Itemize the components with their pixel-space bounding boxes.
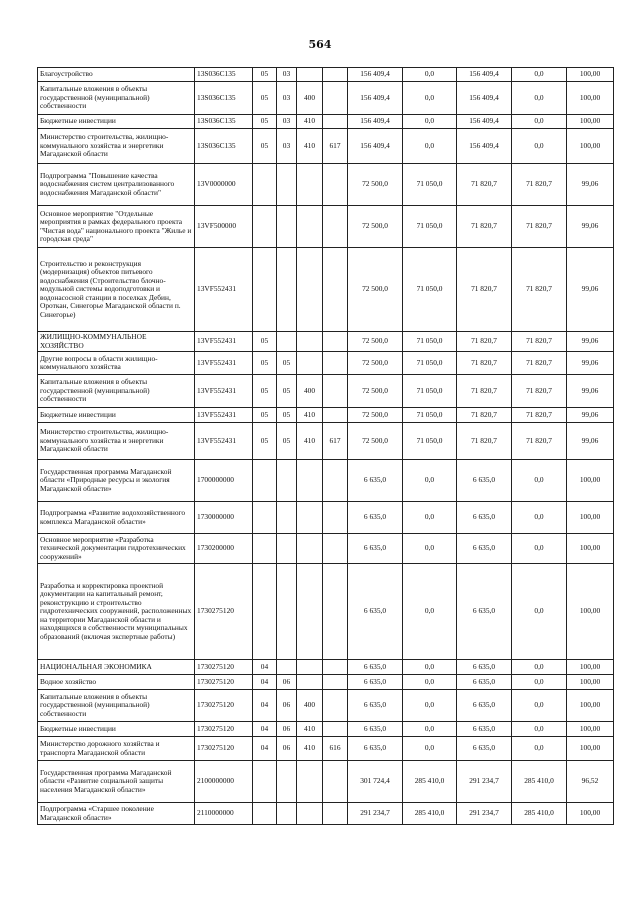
planned-amount: 71 050,0	[403, 164, 457, 206]
subsection-code: 03	[277, 129, 297, 164]
executed-amount: 0,0	[512, 502, 567, 534]
row-name: Бюджетные инвестиции	[38, 115, 195, 129]
planned-amount: 0,0	[403, 115, 457, 129]
subsection-code: 03	[277, 115, 297, 129]
agency-code	[323, 761, 348, 803]
execution-percent: 99,06	[567, 206, 614, 248]
row-name: Капитальные вложения в объекты государственной (муниципальной) собственности	[38, 375, 195, 408]
execution-percent: 100,00	[567, 68, 614, 82]
executed-amount: 71 820,7	[512, 408, 567, 423]
approved-amount: 156 409,4	[348, 115, 403, 129]
table-row	[38, 164, 614, 206]
expense-type-code	[297, 68, 323, 82]
approved-amount: 6 635,0	[348, 534, 403, 564]
target-code: 13V0000000	[195, 164, 253, 206]
subsection-code	[277, 502, 297, 534]
agency-code	[323, 502, 348, 534]
subsection-code	[277, 761, 297, 803]
agency-code	[323, 722, 348, 737]
agency-code	[323, 660, 348, 675]
target-code: 13S036C135	[195, 115, 253, 129]
planned-amount: 71 050,0	[403, 352, 457, 375]
row-name: Разработка и корректировка проектной документации на капитальный ремонт, реконструкцию и строительство гидротехнических сооружений, расположенных на территории Магаданской области и находящихся в собственности муниципальных образований (включая экспертные работы)	[38, 564, 195, 660]
approved-amount: 72 500,0	[348, 352, 403, 375]
target-code: 13VF552431	[195, 352, 253, 375]
planned-amount: 71 050,0	[403, 206, 457, 248]
approved-amount: 72 500,0	[348, 408, 403, 423]
target-code: 13S036C135	[195, 129, 253, 164]
planned-amount: 0,0	[403, 68, 457, 82]
subsection-code: 05	[277, 408, 297, 423]
table-row	[38, 408, 614, 423]
expense-type-code: 400	[297, 690, 323, 722]
section-code: 05	[253, 408, 277, 423]
table-row	[38, 423, 614, 460]
agency-code: 617	[323, 129, 348, 164]
executed-amount: 0,0	[512, 129, 567, 164]
section-code: 05	[253, 68, 277, 82]
adjusted-amount: 156 409,4	[457, 129, 512, 164]
approved-amount: 72 500,0	[348, 332, 403, 352]
adjusted-amount: 6 635,0	[457, 460, 512, 502]
target-code: 13VF500000	[195, 206, 253, 248]
section-code	[253, 803, 277, 825]
execution-percent: 99,06	[567, 332, 614, 352]
adjusted-amount: 71 820,7	[457, 423, 512, 460]
execution-percent: 99,06	[567, 423, 614, 460]
subsection-code	[277, 460, 297, 502]
adjusted-amount: 6 635,0	[457, 675, 512, 690]
approved-amount: 291 234,7	[348, 803, 403, 825]
expense-type-code	[297, 564, 323, 660]
executed-amount: 0,0	[512, 115, 567, 129]
row-name: Основное мероприятие "Отдельные мероприятия в рамках федерального проекта "Чистая вода" национального проекта "Жилье и городская среда"	[38, 206, 195, 248]
section-code	[253, 206, 277, 248]
table-row	[38, 502, 614, 534]
target-code: 1730275120	[195, 737, 253, 761]
execution-percent: 99,06	[567, 164, 614, 206]
row-name: Подпрограмма «Развитие водохозяйственного комплекса Магаданской области»	[38, 502, 195, 534]
execution-percent: 100,00	[567, 460, 614, 502]
agency-code	[323, 690, 348, 722]
expense-type-code	[297, 660, 323, 675]
agency-code	[323, 460, 348, 502]
agency-code	[323, 164, 348, 206]
execution-percent: 100,00	[567, 82, 614, 115]
subsection-code	[277, 164, 297, 206]
executed-amount: 71 820,7	[512, 352, 567, 375]
adjusted-amount: 6 635,0	[457, 564, 512, 660]
row-name: Водное хозяйство	[38, 675, 195, 690]
target-code: 13S036C135	[195, 68, 253, 82]
executed-amount: 71 820,7	[512, 423, 567, 460]
executed-amount: 0,0	[512, 660, 567, 675]
executed-amount: 71 820,7	[512, 332, 567, 352]
expense-type-code	[297, 803, 323, 825]
row-name: Основное мероприятие «Разработка технической документации гидротехнических сооружений»	[38, 534, 195, 564]
adjusted-amount: 71 820,7	[457, 164, 512, 206]
executed-amount: 71 820,7	[512, 375, 567, 408]
subsection-code: 06	[277, 722, 297, 737]
execution-percent: 100,00	[567, 675, 614, 690]
adjusted-amount: 71 820,7	[457, 248, 512, 332]
section-code: 04	[253, 737, 277, 761]
table-row	[38, 206, 614, 248]
approved-amount: 6 635,0	[348, 502, 403, 534]
agency-code	[323, 675, 348, 690]
adjusted-amount: 6 635,0	[457, 502, 512, 534]
agency-code	[323, 248, 348, 332]
table-row	[38, 737, 614, 761]
agency-code	[323, 206, 348, 248]
execution-percent: 99,06	[567, 408, 614, 423]
execution-percent: 100,00	[567, 803, 614, 825]
agency-code	[323, 68, 348, 82]
expense-type-code: 410	[297, 129, 323, 164]
section-code	[253, 534, 277, 564]
table-row	[38, 722, 614, 737]
row-name: Государственная программа Магаданской области «Развитие социальной защиты населения Магаданской области»	[38, 761, 195, 803]
planned-amount: 0,0	[403, 675, 457, 690]
row-name: Государственная программа Магаданской области «Природные ресурсы и экология Магаданской области»	[38, 460, 195, 502]
approved-amount: 6 635,0	[348, 675, 403, 690]
expense-type-code	[297, 761, 323, 803]
approved-amount: 301 724,4	[348, 761, 403, 803]
expense-type-code	[297, 534, 323, 564]
planned-amount: 0,0	[403, 460, 457, 502]
section-code: 05	[253, 423, 277, 460]
table-row	[38, 675, 614, 690]
table-row	[38, 564, 614, 660]
adjusted-amount: 6 635,0	[457, 722, 512, 737]
subsection-code	[277, 534, 297, 564]
executed-amount: 71 820,7	[512, 164, 567, 206]
table-row	[38, 803, 614, 825]
executed-amount: 285 410,0	[512, 761, 567, 803]
section-code	[253, 248, 277, 332]
execution-percent: 100,00	[567, 722, 614, 737]
row-name: ЖИЛИЩНО-КОММУНАЛЬНОЕ ХОЗЯЙСТВО	[38, 332, 195, 352]
target-code: 13VF552431	[195, 375, 253, 408]
page-number: 564	[308, 38, 332, 51]
expense-type-code: 410	[297, 423, 323, 460]
budget-table	[37, 67, 614, 825]
target-code: 1730275120	[195, 722, 253, 737]
agency-code: 616	[323, 737, 348, 761]
table-row	[38, 352, 614, 375]
adjusted-amount: 156 409,4	[457, 82, 512, 115]
table-row	[38, 68, 614, 82]
approved-amount: 72 500,0	[348, 248, 403, 332]
target-code: 1730275120	[195, 675, 253, 690]
section-code: 05	[253, 352, 277, 375]
agency-code	[323, 82, 348, 115]
subsection-code: 03	[277, 68, 297, 82]
approved-amount: 156 409,4	[348, 68, 403, 82]
row-name: Бюджетные инвестиции	[38, 408, 195, 423]
agency-code	[323, 375, 348, 408]
planned-amount: 71 050,0	[403, 408, 457, 423]
executed-amount: 0,0	[512, 722, 567, 737]
expense-type-code: 410	[297, 115, 323, 129]
expense-type-code: 400	[297, 375, 323, 408]
executed-amount: 0,0	[512, 460, 567, 502]
section-code: 04	[253, 690, 277, 722]
target-code: 13VF552431	[195, 332, 253, 352]
section-code: 04	[253, 660, 277, 675]
execution-percent: 99,06	[567, 375, 614, 408]
planned-amount: 0,0	[403, 690, 457, 722]
expense-type-code	[297, 332, 323, 352]
approved-amount: 156 409,4	[348, 129, 403, 164]
row-name: Подпрограмма "Повышение качества водоснабжения систем централизованного водоснабжения Магаданской области"	[38, 164, 195, 206]
subsection-code: 05	[277, 423, 297, 460]
target-code: 13VF552431	[195, 248, 253, 332]
executed-amount: 0,0	[512, 690, 567, 722]
planned-amount: 0,0	[403, 129, 457, 164]
table-row	[38, 761, 614, 803]
approved-amount: 6 635,0	[348, 660, 403, 675]
row-name: Благоустройство	[38, 68, 195, 82]
execution-percent: 96,52	[567, 761, 614, 803]
target-code: 2110000000	[195, 803, 253, 825]
approved-amount: 72 500,0	[348, 375, 403, 408]
agency-code: 617	[323, 423, 348, 460]
planned-amount: 0,0	[403, 722, 457, 737]
row-name: Капитальные вложения в объекты государственной (муниципальной) собственности	[38, 690, 195, 722]
agency-code	[323, 534, 348, 564]
execution-percent: 100,00	[567, 115, 614, 129]
section-code: 05	[253, 129, 277, 164]
execution-percent: 100,00	[567, 534, 614, 564]
expense-type-code	[297, 502, 323, 534]
adjusted-amount: 291 234,7	[457, 761, 512, 803]
section-code	[253, 761, 277, 803]
executed-amount: 0,0	[512, 534, 567, 564]
target-code: 1730000000	[195, 502, 253, 534]
target-code: 1730275120	[195, 660, 253, 675]
planned-amount: 71 050,0	[403, 375, 457, 408]
approved-amount: 156 409,4	[348, 82, 403, 115]
adjusted-amount: 6 635,0	[457, 737, 512, 761]
row-name: Министерство строительства, жилищно-коммунального хозяйства и энергетики Магаданской области	[38, 423, 195, 460]
execution-percent: 99,06	[567, 352, 614, 375]
section-code: 05	[253, 332, 277, 352]
section-code: 05	[253, 82, 277, 115]
row-name: Капитальные вложения в объекты государственной (муниципальной) собственности	[38, 82, 195, 115]
table-row	[38, 332, 614, 352]
table-row	[38, 460, 614, 502]
agency-code	[323, 332, 348, 352]
executed-amount: 0,0	[512, 737, 567, 761]
execution-percent: 99,06	[567, 248, 614, 332]
table-row	[38, 534, 614, 564]
section-code: 05	[253, 375, 277, 408]
table-row	[38, 248, 614, 332]
subsection-code	[277, 206, 297, 248]
approved-amount: 72 500,0	[348, 206, 403, 248]
agency-code	[323, 115, 348, 129]
target-code: 13S036C135	[195, 82, 253, 115]
expense-type-code	[297, 352, 323, 375]
subsection-code	[277, 564, 297, 660]
execution-percent: 100,00	[567, 502, 614, 534]
planned-amount: 0,0	[403, 564, 457, 660]
expense-type-code	[297, 206, 323, 248]
expense-type-code: 400	[297, 82, 323, 115]
execution-percent: 100,00	[567, 660, 614, 675]
agency-code	[323, 408, 348, 423]
expense-type-code: 410	[297, 737, 323, 761]
subsection-code	[277, 803, 297, 825]
section-code	[253, 502, 277, 534]
adjusted-amount: 6 635,0	[457, 534, 512, 564]
row-name: НАЦИОНАЛЬНАЯ ЭКОНОМИКА	[38, 660, 195, 675]
expense-type-code: 410	[297, 722, 323, 737]
planned-amount: 71 050,0	[403, 332, 457, 352]
table-row	[38, 82, 614, 115]
approved-amount: 6 635,0	[348, 564, 403, 660]
row-name: Строительство и реконструкция (модернизация) объектов питьевого водоснабжения (Строительство блочно-модульной системы водоподготовки и водонасосной станции в поселках Дебин, Ороткан, Синегорье Магаданской области п. Синегорье)	[38, 248, 195, 332]
agency-code	[323, 564, 348, 660]
expense-type-code	[297, 164, 323, 206]
expense-type-code	[297, 675, 323, 690]
table-row	[38, 375, 614, 408]
planned-amount: 0,0	[403, 82, 457, 115]
adjusted-amount: 6 635,0	[457, 690, 512, 722]
table-row	[38, 660, 614, 675]
adjusted-amount: 71 820,7	[457, 352, 512, 375]
planned-amount: 0,0	[403, 660, 457, 675]
adjusted-amount: 71 820,7	[457, 332, 512, 352]
target-code: 1730275120	[195, 690, 253, 722]
adjusted-amount: 71 820,7	[457, 408, 512, 423]
target-code: 1730200000	[195, 534, 253, 564]
executed-amount: 0,0	[512, 675, 567, 690]
table-row	[38, 129, 614, 164]
subsection-code: 06	[277, 675, 297, 690]
row-name: Другие вопросы в области жилищно-коммунального хозяйства	[38, 352, 195, 375]
section-code: 04	[253, 722, 277, 737]
agency-code	[323, 352, 348, 375]
expense-type-code	[297, 460, 323, 502]
subsection-code	[277, 248, 297, 332]
approved-amount: 6 635,0	[348, 722, 403, 737]
subsection-code	[277, 660, 297, 675]
row-name: Подпрограмма «Старшее поколение Магаданской области»	[38, 803, 195, 825]
executed-amount: 0,0	[512, 82, 567, 115]
executed-amount: 0,0	[512, 68, 567, 82]
adjusted-amount: 71 820,7	[457, 375, 512, 408]
row-name: Министерство строительства, жилищно-коммунального хозяйства и энергетики Магаданской области	[38, 129, 195, 164]
executed-amount: 71 820,7	[512, 248, 567, 332]
planned-amount: 285 410,0	[403, 761, 457, 803]
section-code	[253, 564, 277, 660]
section-code	[253, 164, 277, 206]
subsection-code: 03	[277, 82, 297, 115]
execution-percent: 100,00	[567, 564, 614, 660]
section-code: 04	[253, 675, 277, 690]
subsection-code: 06	[277, 690, 297, 722]
planned-amount: 71 050,0	[403, 248, 457, 332]
planned-amount: 285 410,0	[403, 803, 457, 825]
subsection-code	[277, 332, 297, 352]
approved-amount: 72 500,0	[348, 164, 403, 206]
subsection-code: 05	[277, 352, 297, 375]
execution-percent: 100,00	[567, 737, 614, 761]
adjusted-amount: 291 234,7	[457, 803, 512, 825]
expense-type-code: 410	[297, 408, 323, 423]
subsection-code: 05	[277, 375, 297, 408]
adjusted-amount: 156 409,4	[457, 68, 512, 82]
target-code: 13VF552431	[195, 423, 253, 460]
adjusted-amount: 6 635,0	[457, 660, 512, 675]
approved-amount: 6 635,0	[348, 690, 403, 722]
target-code: 13VF552431	[195, 408, 253, 423]
agency-code	[323, 803, 348, 825]
adjusted-amount: 156 409,4	[457, 115, 512, 129]
approved-amount: 6 635,0	[348, 737, 403, 761]
executed-amount: 0,0	[512, 564, 567, 660]
planned-amount: 0,0	[403, 502, 457, 534]
table-row	[38, 690, 614, 722]
target-code: 2100000000	[195, 761, 253, 803]
planned-amount: 71 050,0	[403, 423, 457, 460]
expense-type-code	[297, 248, 323, 332]
executed-amount: 285 410,0	[512, 803, 567, 825]
execution-percent: 100,00	[567, 690, 614, 722]
section-code: 05	[253, 115, 277, 129]
planned-amount: 0,0	[403, 534, 457, 564]
planned-amount: 0,0	[403, 737, 457, 761]
row-name: Министерство дорожного хозяйства и транспорта Магаданской области	[38, 737, 195, 761]
target-code: 1730275120	[195, 564, 253, 660]
table-row	[38, 115, 614, 129]
approved-amount: 72 500,0	[348, 423, 403, 460]
execution-percent: 100,00	[567, 129, 614, 164]
row-name: Бюджетные инвестиции	[38, 722, 195, 737]
section-code	[253, 460, 277, 502]
target-code: 1700000000	[195, 460, 253, 502]
approved-amount: 6 635,0	[348, 460, 403, 502]
adjusted-amount: 71 820,7	[457, 206, 512, 248]
subsection-code: 06	[277, 737, 297, 761]
executed-amount: 71 820,7	[512, 206, 567, 248]
